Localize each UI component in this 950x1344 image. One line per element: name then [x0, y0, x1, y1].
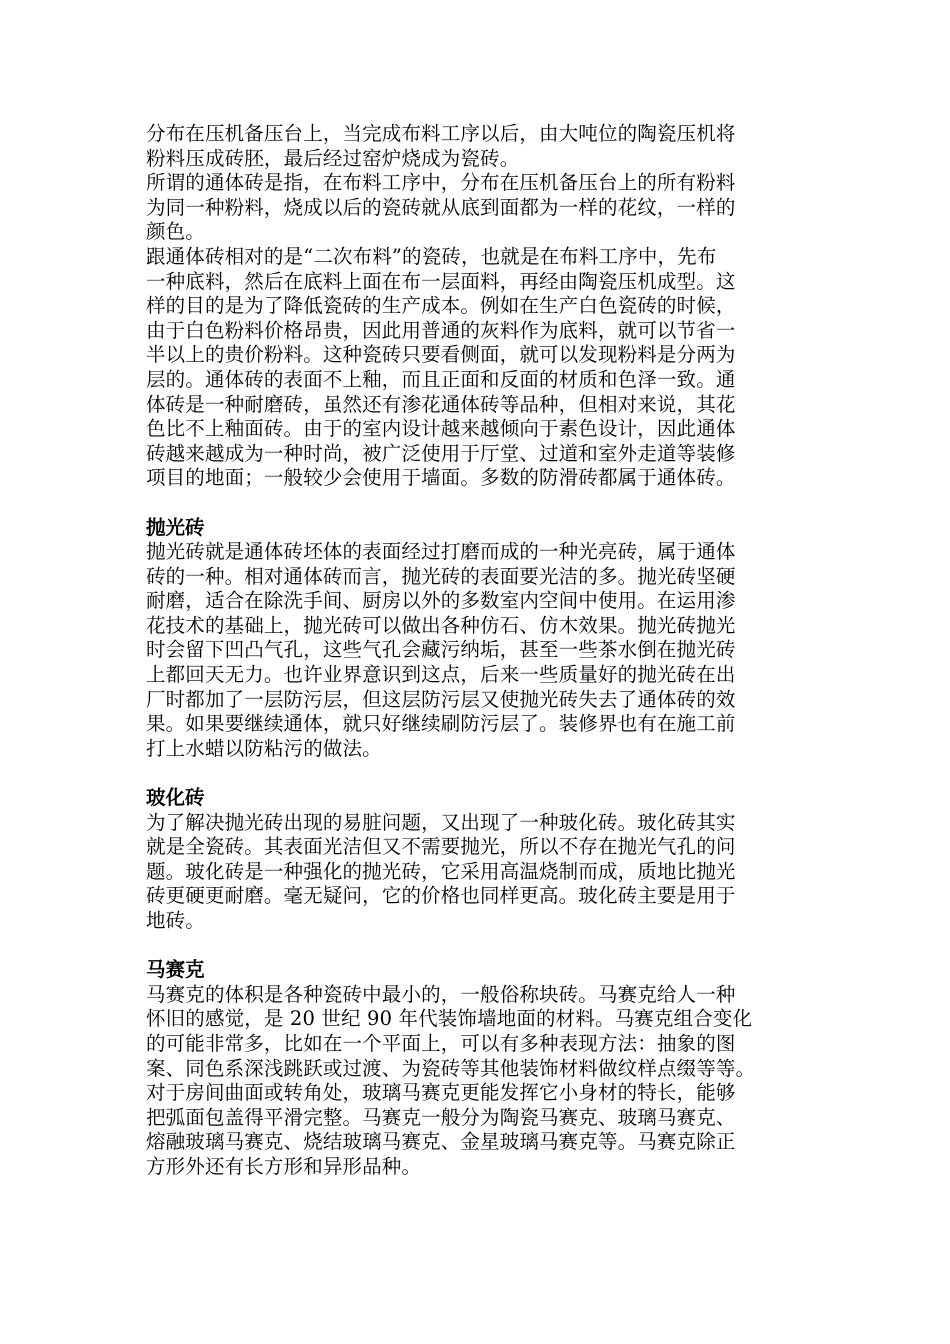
intro-paragraph-1: 分布在压机备压台上，当完成布料工序以后，由大吨位的陶瓷压机将 粉料压成砖胚，最后经过窑炉烧成为瓷砖。: [146, 122, 736, 170]
section-spacer: [146, 934, 822, 959]
section-heading-mosaic: 马赛克: [146, 958, 205, 982]
section-spacer: [146, 761, 822, 786]
section-heading-polished-tile: 抛光砖: [146, 515, 205, 539]
intro-paragraph-2: 所谓的通体砖是指，在布料工序中，分布在压机备压台上的所有粉料 为同一种粉料，烧成以后的瓷砖就从底到面都为一样的花纹，一样的 颜色。: [146, 171, 736, 244]
section-body-vitrified-tile: 为了解决抛光砖出现的易脏问题，又出现了一种玻化砖。玻化砖其实 就是全瓷砖。其表面光洁但又不需要抛光，所以不存在抛光气孔的问 题。玻化砖是一种强化的抛光砖，它采用高温烧制而成，质地比抛光 砖更硬更耐磨。毫无疑问，它的价格也同样更高。玻化砖主要是用于 地砖。: [146, 810, 736, 932]
section-body-mosaic: 马赛克的体积是各种瓷砖中最小的，一般俗称块砖。马赛克给人一种 怀旧的感觉，是 20 世纪 90 年代装饰墙地面的材料。马赛克组合变化 的可能非常多，比如在一个平面上，可以有多种表现方法：抽象的图 案、同色系深浅跳跃或过渡、为瓷砖等其他装饰材料做纹样点缀等等。 对于房间曲面或转角处，玻璃马赛克更能发挥它小身材的特长，能够 把弧面包盖得平滑完整。马赛克一般分为陶瓷马赛克、玻璃马赛克、 熔融玻璃马赛克、烧结玻璃马赛克、金星玻璃马赛克等。马赛克除正 方形外还有长方形和异形品种。: [146, 982, 756, 1178]
section-heading-vitrified-tile: 玻化砖: [146, 786, 205, 810]
intro-paragraph-3: 跟通体砖相对的是“二次布料”的瓷砖，也就是在布料工序中，先布 一种底料，然后在底料上面在布一层面料，再经由陶瓷压机成型。这 样的目的是为了降低瓷砖的生产成本。例如在生产白色瓷砖的时候， 由于白色粉料价格昂贵，因此用普通的灰料作为底料，就可以节省一 半以上的贵价粉料。这种瓷砖只要看侧面，就可以发现粉料是分两为 层的。通体砖的表面不上釉，而且正面和反面的材质和色泽一致。通 体砖是一种耐磨砖，虽然还有渗花通体砖等品种，但相对来说，其花 色比不上釉面砖。由于的室内设计越来越倾向于素色设计，因此通体 砖越来越成为一种时尚，被广泛使用于厅堂、过道和室外走道等装修 项目的地面；一般较少会使用于墙面。多数的防滑砖都属于通体砖。: [146, 244, 736, 490]
section-spacer: [146, 491, 822, 516]
document-page: [146, 122, 822, 1180]
section-body-polished-tile: 抛光砖就是通体砖坯体的表面经过打磨而成的一种光亮砖，属于通体 砖的一种。相对通体砖而言，抛光砖的表面要光洁的多。抛光砖坚硬 耐磨，适合在除洗手间、厨房以外的多数室内空间中使用。在运用渗 花技术的基础上，抛光砖可以做出各种仿石、仿木效果。抛光砖抛光 时会留下凹凸气孔，这些气孔会藏污纳垢，甚至一些茶水倒在抛光砖 上都回天无力。也许业界意识到这点，后来一些质量好的抛光砖在出 厂时都加了一层防污层，但这层防污层又使抛光砖失去了通体砖的效 果。如果要继续通体，就只好继续刷防污层了。装修界也有在施工前 打上水蜡以防粘污的做法。: [146, 540, 736, 760]
